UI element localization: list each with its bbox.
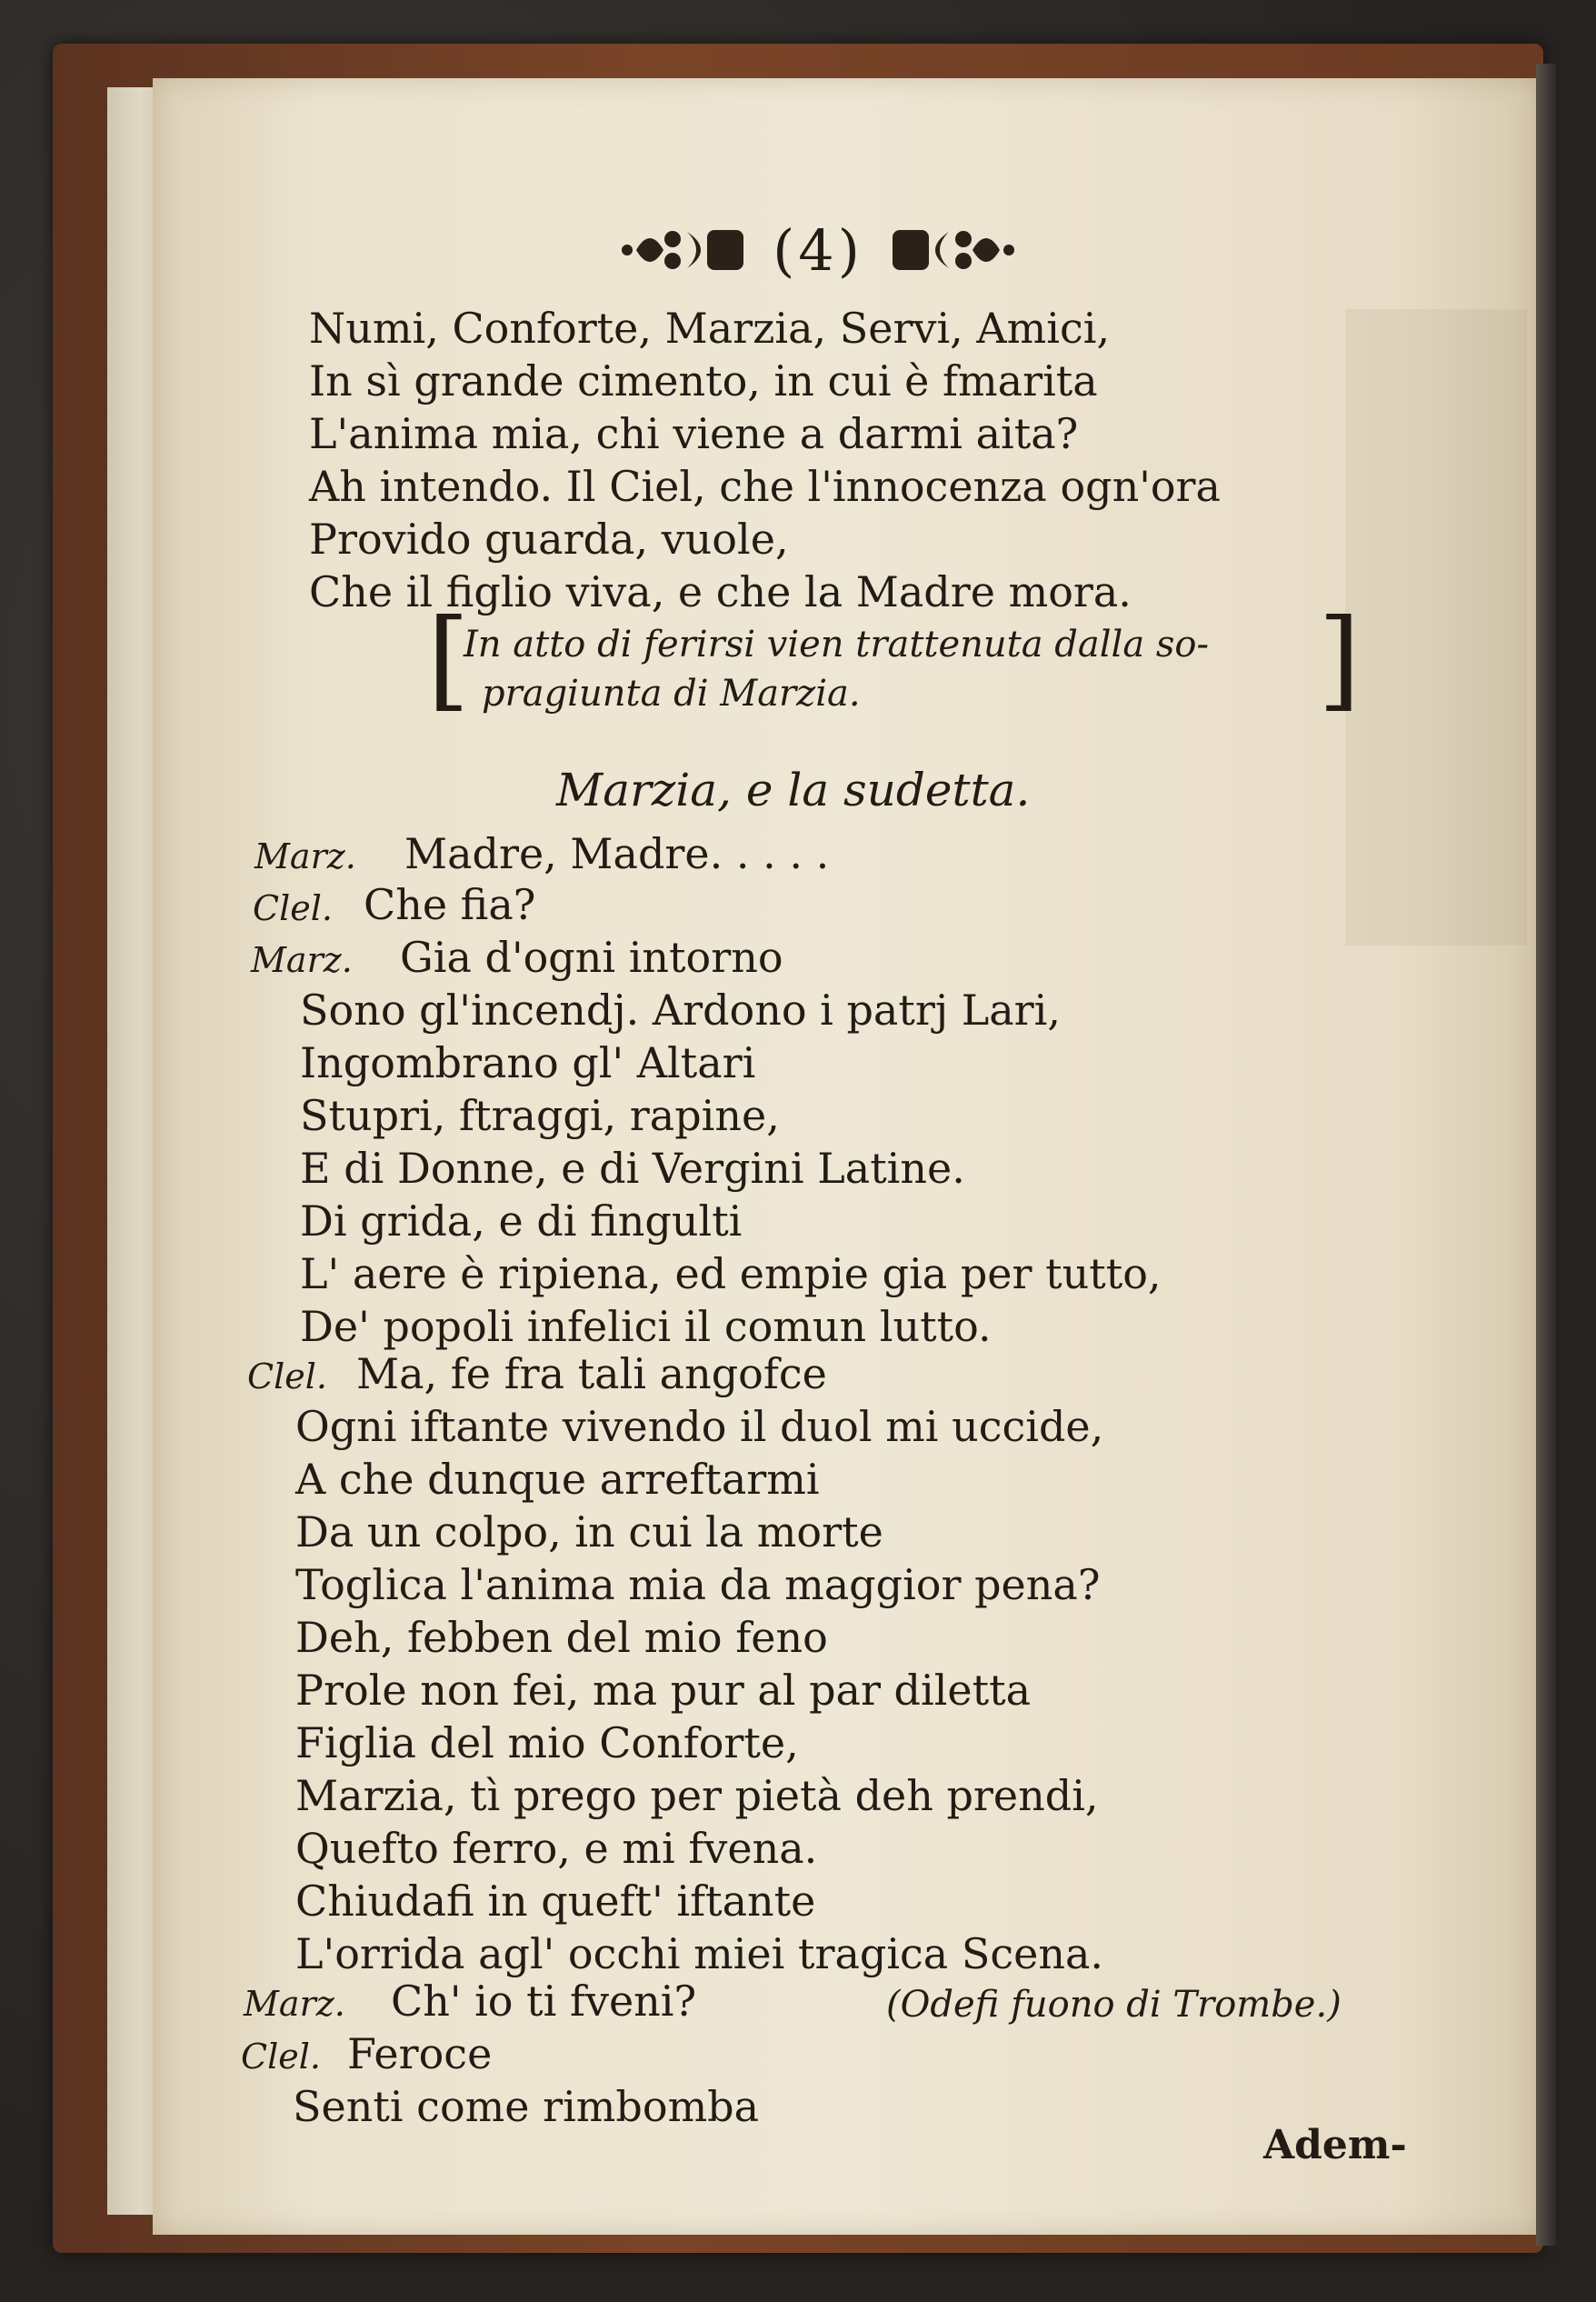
verse-line: L'anima mia, chi viene a darmi aita? [309,409,1079,458]
dialogue-line: Madre, Madre. . . . . [404,829,830,878]
speaker-label: Marz. [244,1984,345,2024]
verse-line: Numi, Conforte, Marzia, Servi, Amici, [309,304,1111,353]
verse-line: Ah intendo. Il Ciel, che l'innocenza ogn'ora [309,462,1221,511]
dialogue-line: Senti come rimbomba [293,2082,760,2131]
speaker-label: Clel. [247,1356,327,1396]
dialogue-line: Deh, febben del mio feno [295,1613,828,1662]
left-bracket: [ [427,596,470,723]
verse-line: In sì grande cimento, in cui è fmarita [309,356,1098,405]
dialogue-line: E di Donne, e di Vergini Latine. [300,1144,965,1193]
dialogue-line: Feroce [347,2029,493,2078]
dialogue-line: Da un colpo, in cui la morte [295,1507,883,1556]
speaker-label: Clel. [253,888,333,928]
verse-line: Che il figlio viva, e che la Madre mora. [309,567,1132,616]
catchword: Adem- [1263,2122,1407,2168]
dialogue-line: Quefto ferro, e mi fvena. [295,1824,818,1873]
scene-heading: Marzia, e la sudetta. [556,764,1031,816]
dialogue-line: L' aere è ripiena, ed empie gia per tutto, [300,1249,1162,1298]
dialogue-line: Chiudafi in queft' iftante [295,1877,816,1926]
dialogue-line: Prole non fei, ma pur al par diletta [295,1666,1032,1715]
dialogue-line: L'orrida agl' occhi miei tragica Scena. [295,1929,1104,1978]
dialogue-line: Figlia del mio Conforte, [295,1718,799,1767]
speaker-label: Clel. [241,2037,321,2077]
speaker-label: Marz. [254,836,356,876]
dialogue-line: Ma, fe fra tali angofce [356,1349,827,1398]
page-number: (4) [773,216,863,284]
dialogue-line: Toglica l'anima mia da maggior pena? [295,1560,1101,1609]
verse-line: Provido guarda, vuole, [309,515,789,564]
dialogue-line: Ch' io ti fveni? [391,1977,697,2026]
dialogue-line: Marzia, tì prego per pietà deh prendi, [295,1771,1099,1820]
stage-direction: pragiunta di Marzia. [482,673,861,715]
dialogue-line: Gia d'ogni intorno [400,933,783,982]
right-bracket: ] [1318,596,1361,723]
stage-direction: In atto di ferirsi vien trattenuta dalla so- [464,624,1210,666]
dialogue-line: Stupri, ftraggi, rapine, [300,1091,780,1140]
dialogue-line: Ingombrano gl' Altari [300,1038,756,1087]
dialogue-line: De' popoli infelici il comun lutto. [300,1302,992,1351]
dialogue-line: Sono gl'incendj. Ardono i patrj Lari, [300,986,1062,1035]
dialogue-line: Che fia? [364,880,536,929]
stage-direction: (Odefi fuono di Trombe.) [886,1984,1342,2026]
dialogue-line: Ogni iftante vivendo il duol mi uccide, [295,1402,1104,1451]
dialogue-line: A che dunque arreftarmi [295,1455,820,1504]
dialogue-line: Di grida, e di fingulti [300,1196,743,1246]
speaker-label: Marz. [251,940,353,980]
